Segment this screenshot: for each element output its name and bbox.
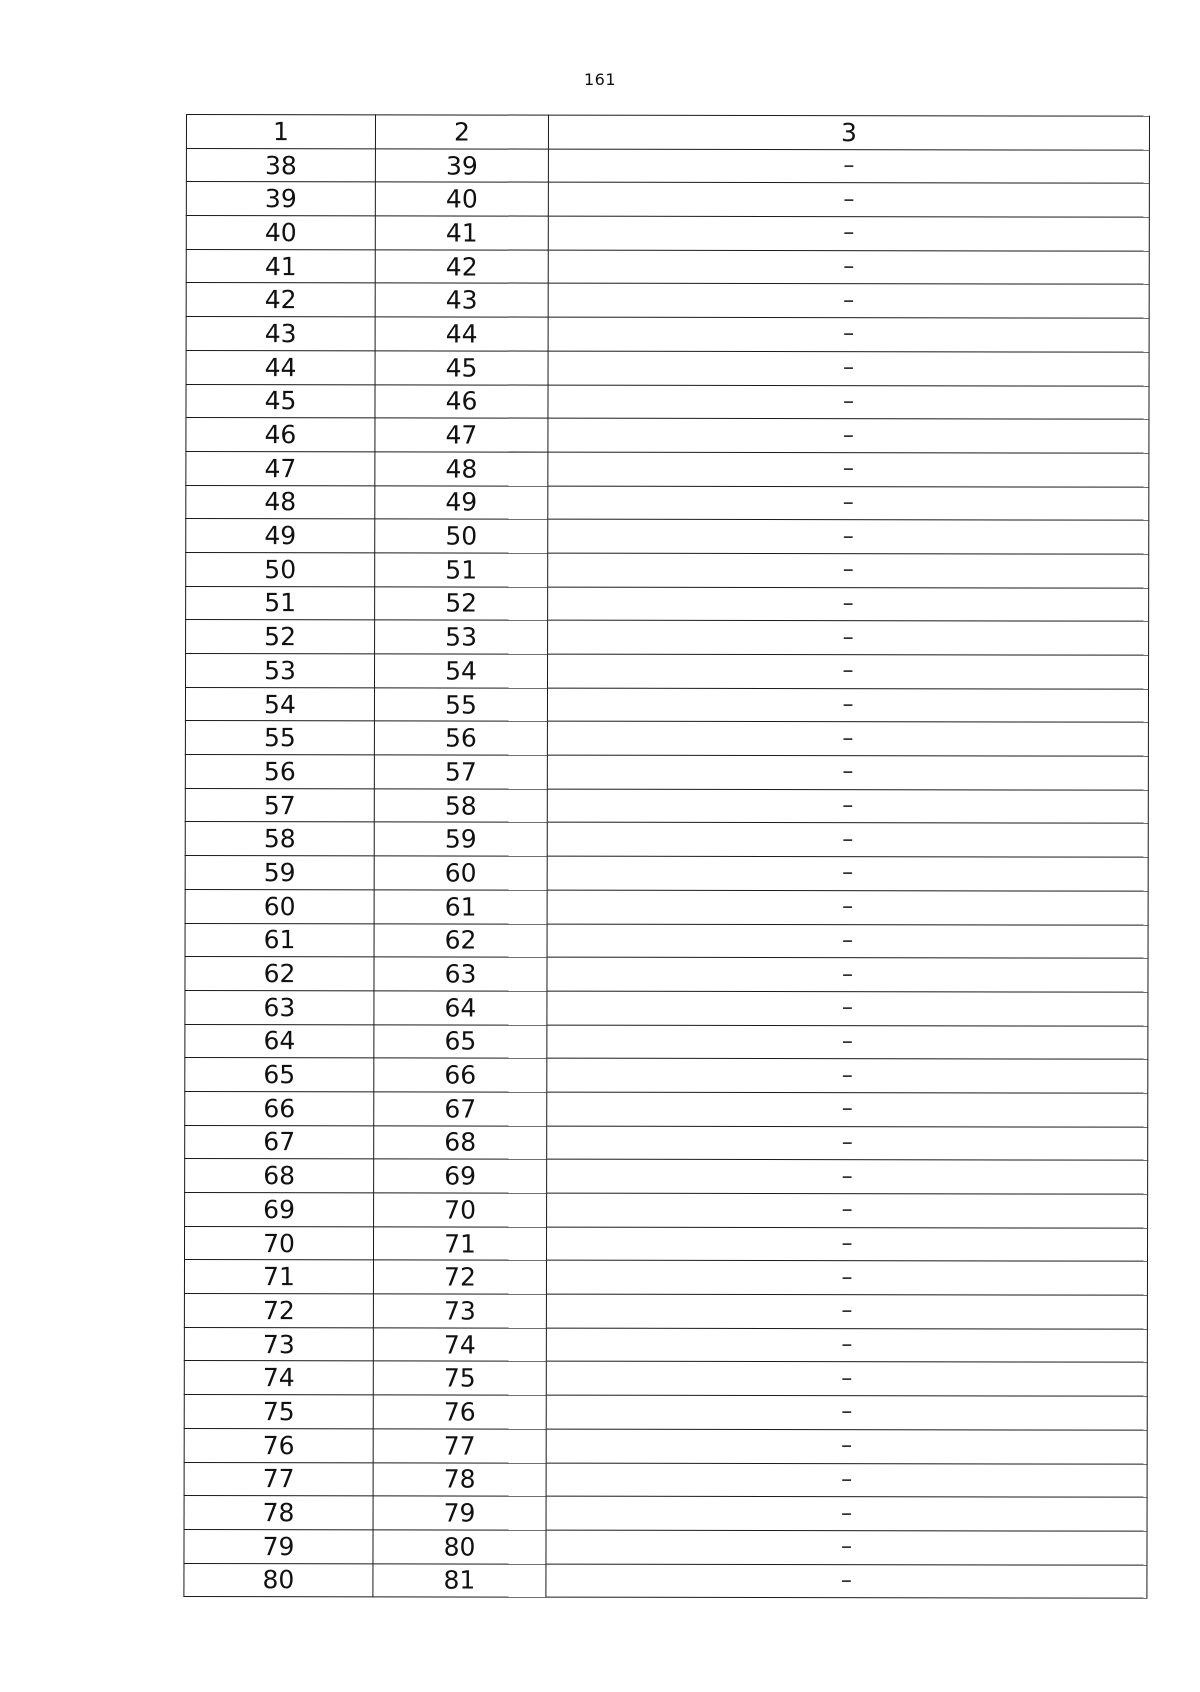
table-row [186,586,1149,621]
table-cell-col-1: 71 [184,1260,373,1294]
table-row [186,283,1149,318]
table-cell-col-1: 62 [185,957,374,991]
table-row [186,552,1149,587]
table-cell-col-3: – [547,1159,1148,1194]
table-cell-col-3: – [546,1429,1147,1464]
table-cell-col-2: 51 [375,553,548,587]
table-row [184,1327,1147,1362]
table-row [184,1361,1147,1396]
table-cell-col-3: – [546,1530,1147,1565]
table-cell-col-1: 42 [186,283,375,317]
table-cell-col-3: – [546,1463,1147,1498]
table-cell-col-3: – [548,149,1149,184]
table-row [184,1462,1147,1497]
table-cell-col-1: 63 [185,990,374,1024]
table-row [186,418,1149,453]
header-row [186,115,1149,150]
table-cell-col-2: 50 [375,519,548,553]
table-row [185,923,1148,958]
table-cell-col-3: – [548,183,1149,218]
table-cell-col-2: 79 [373,1496,546,1530]
table-cell-col-3: – [546,1496,1147,1531]
table-cell-col-1: 75 [184,1395,373,1429]
table-cell-col-3: – [546,1564,1147,1599]
table-cell-col-1: 54 [185,687,374,721]
table-cell-col-1: 73 [184,1327,373,1361]
table-cell-col-3: – [546,1294,1147,1329]
table-cell-col-2: 48 [375,452,548,486]
table-row [185,1192,1148,1227]
table-cell-col-2: 70 [374,1193,547,1227]
table-cell-col-3: – [547,688,1148,723]
table-cell-col-2: 40 [375,182,548,216]
table-cell-col-3: – [547,1126,1148,1161]
table-cell-col-1: 57 [185,788,374,822]
table-cell-col-2: 57 [374,755,547,789]
table-cell-col-2: 53 [375,620,548,654]
table-cell-col-3: – [548,553,1149,588]
table-cell-col-1: 76 [184,1428,373,1462]
table-cell-col-2: 39 [375,149,548,183]
table-cell-col-1: 69 [185,1192,374,1226]
table-cell-col-2: 80 [373,1530,546,1564]
table-cell-col-3: – [547,1058,1148,1093]
table-cell-col-1: 70 [185,1226,374,1260]
table-cell-col-1: 44 [186,350,375,384]
table-row [186,249,1149,284]
table-cell-col-2: 65 [374,1024,547,1058]
column-header-2: 2 [375,115,548,149]
table-cell-col-3: – [547,1193,1148,1228]
table-row [185,1024,1148,1059]
table-cell-col-3: – [547,957,1148,992]
table-cell-col-2: 77 [373,1429,546,1463]
table-cell-col-1: 60 [185,889,374,923]
table-cell-col-1: 50 [186,552,375,586]
table-row [186,485,1149,520]
table-cell-col-1: 40 [186,216,375,250]
table-cell-col-2: 45 [375,351,548,385]
table-cell-col-3: – [547,654,1148,689]
table-row [186,350,1149,385]
table-cell-col-1: 79 [184,1529,373,1563]
table-cell-col-1: 67 [185,1125,374,1159]
table-cell-col-1: 68 [185,1159,374,1193]
table-cell-col-3: – [546,1227,1147,1262]
table-row [184,1294,1147,1329]
table-row [185,687,1148,722]
table-cell-col-2: 76 [373,1395,546,1429]
table-row [185,788,1148,823]
table-cell-col-3: – [546,1328,1147,1363]
table-cell-col-1: 80 [184,1563,373,1597]
table-row [185,1226,1148,1261]
table-row [185,1058,1148,1093]
table-cell-col-3: – [547,890,1148,925]
table-cell-col-1: 58 [185,822,374,856]
table-cell-col-2: 68 [374,1125,547,1159]
table-cell-col-2: 64 [374,991,547,1025]
table-cell-col-3: – [548,519,1149,554]
table-row [185,856,1148,891]
table-cell-col-2: 56 [374,721,547,755]
table-row [185,990,1148,1025]
table-cell-col-3: – [548,250,1149,285]
table-cell-col-3: – [548,216,1149,251]
table-cell-col-1: 72 [184,1294,373,1328]
table-cell-col-2: 69 [374,1159,547,1193]
table-cell-col-3: – [547,1025,1148,1060]
table-cell-col-3: – [547,991,1148,1026]
table-cell-col-1: 38 [186,148,375,182]
table-cell-col-3: – [547,1092,1148,1127]
table-cell-col-2: 46 [375,384,548,418]
table-cell-col-2: 47 [375,418,548,452]
table-cell-col-3: – [548,587,1149,622]
table-cell-col-2: 67 [374,1092,547,1126]
table-cell-col-3: – [546,1395,1147,1430]
table-row [185,654,1148,689]
table-row [185,822,1148,857]
table-cell-col-1: 49 [186,519,375,553]
table-cell-col-2: 81 [373,1563,546,1597]
table-row [184,1529,1147,1564]
table-cell-col-1: 48 [186,485,375,519]
table-cell-col-2: 59 [374,822,547,856]
table-row [185,721,1148,756]
table-row [185,1159,1148,1194]
table-cell-col-2: 72 [373,1260,546,1294]
table-cell-col-1: 52 [186,620,375,654]
table-row [184,1395,1147,1430]
table-cell-col-3: – [546,1261,1147,1296]
table-cell-col-1: 53 [185,654,374,688]
table-cell-col-2: 66 [374,1058,547,1092]
table-cell-col-2: 42 [375,250,548,284]
table-cell-col-3: – [547,856,1148,891]
table-cell-col-3: – [547,722,1148,757]
table-row [186,519,1149,554]
table-cell-col-3: – [547,924,1148,959]
table-cell-col-1: 51 [186,586,375,620]
table-cell-col-1: 74 [184,1361,373,1395]
table-cell-col-3: – [547,755,1148,790]
page-number: 161 [583,70,617,89]
table-cell-col-1: 39 [186,182,375,216]
table-cell-col-1: 45 [186,384,375,418]
table-cell-col-1: 77 [184,1462,373,1496]
table-row [184,1428,1147,1463]
table-cell-col-1: 66 [185,1091,374,1125]
table-row [186,182,1149,217]
table-cell-col-2: 75 [373,1361,546,1395]
table-row [186,317,1149,352]
table-row [186,148,1149,183]
table-cell-col-2: 71 [373,1227,546,1261]
table-row [184,1496,1147,1531]
table-cell-col-3: – [548,620,1149,655]
data-table [183,114,1150,1599]
table-cell-col-2: 49 [375,485,548,519]
table-cell-col-3: – [548,385,1149,420]
table-cell-col-1: 78 [184,1496,373,1530]
table-cell-col-2: 43 [375,283,548,317]
table-cell-col-1: 41 [186,249,375,283]
table-row [184,1563,1147,1598]
table-cell-col-2: 74 [373,1328,546,1362]
table-cell-col-1: 56 [185,755,374,789]
table-cell-col-3: – [547,823,1148,858]
table-cell-col-2: 44 [375,317,548,351]
table-cell-col-2: 60 [374,856,547,890]
table-cell-col-3: – [546,1362,1147,1397]
table-row [185,957,1148,992]
table-cell-col-1: 65 [185,1058,374,1092]
table-cell-col-3: – [548,486,1149,521]
table-cell-col-2: 41 [375,216,548,250]
table-cell-col-2: 58 [374,789,547,823]
table-row [186,384,1149,419]
table-row [185,1125,1148,1160]
table-cell-col-2: 62 [374,923,547,957]
table-cell-col-2: 63 [374,957,547,991]
table-cell-col-2: 61 [374,890,547,924]
table-row [185,889,1148,924]
table-cell-col-3: – [548,351,1149,386]
column-header-3: 3 [548,115,1149,150]
table-cell-col-1: 59 [185,856,374,890]
table-cell-col-1: 64 [185,1024,374,1058]
table-row [186,216,1149,251]
table-row [185,755,1148,790]
column-header-1: 1 [186,115,375,149]
table-body [184,148,1150,1598]
table-cell-col-1: 46 [186,418,375,452]
table-cell-col-2: 54 [374,654,547,688]
table-cell-col-1: 47 [186,451,375,485]
table-cell-col-3: – [547,789,1148,824]
table-row [184,1260,1147,1295]
table-cell-col-3: – [548,452,1149,487]
table-cell-col-1: 43 [186,317,375,351]
table-row [186,451,1149,486]
table-header [186,115,1149,150]
table-cell-col-3: – [548,317,1149,352]
table-cell-col-2: 52 [375,586,548,620]
table-cell-col-2: 73 [373,1294,546,1328]
table-row [185,1091,1148,1126]
table-cell-col-3: – [548,284,1149,319]
table-cell-col-1: 61 [185,923,374,957]
table-cell-col-2: 55 [374,688,547,722]
table-cell-col-3: – [548,418,1149,453]
table-row [186,620,1149,655]
table-cell-col-1: 55 [185,721,374,755]
table-cell-col-2: 78 [373,1462,546,1496]
